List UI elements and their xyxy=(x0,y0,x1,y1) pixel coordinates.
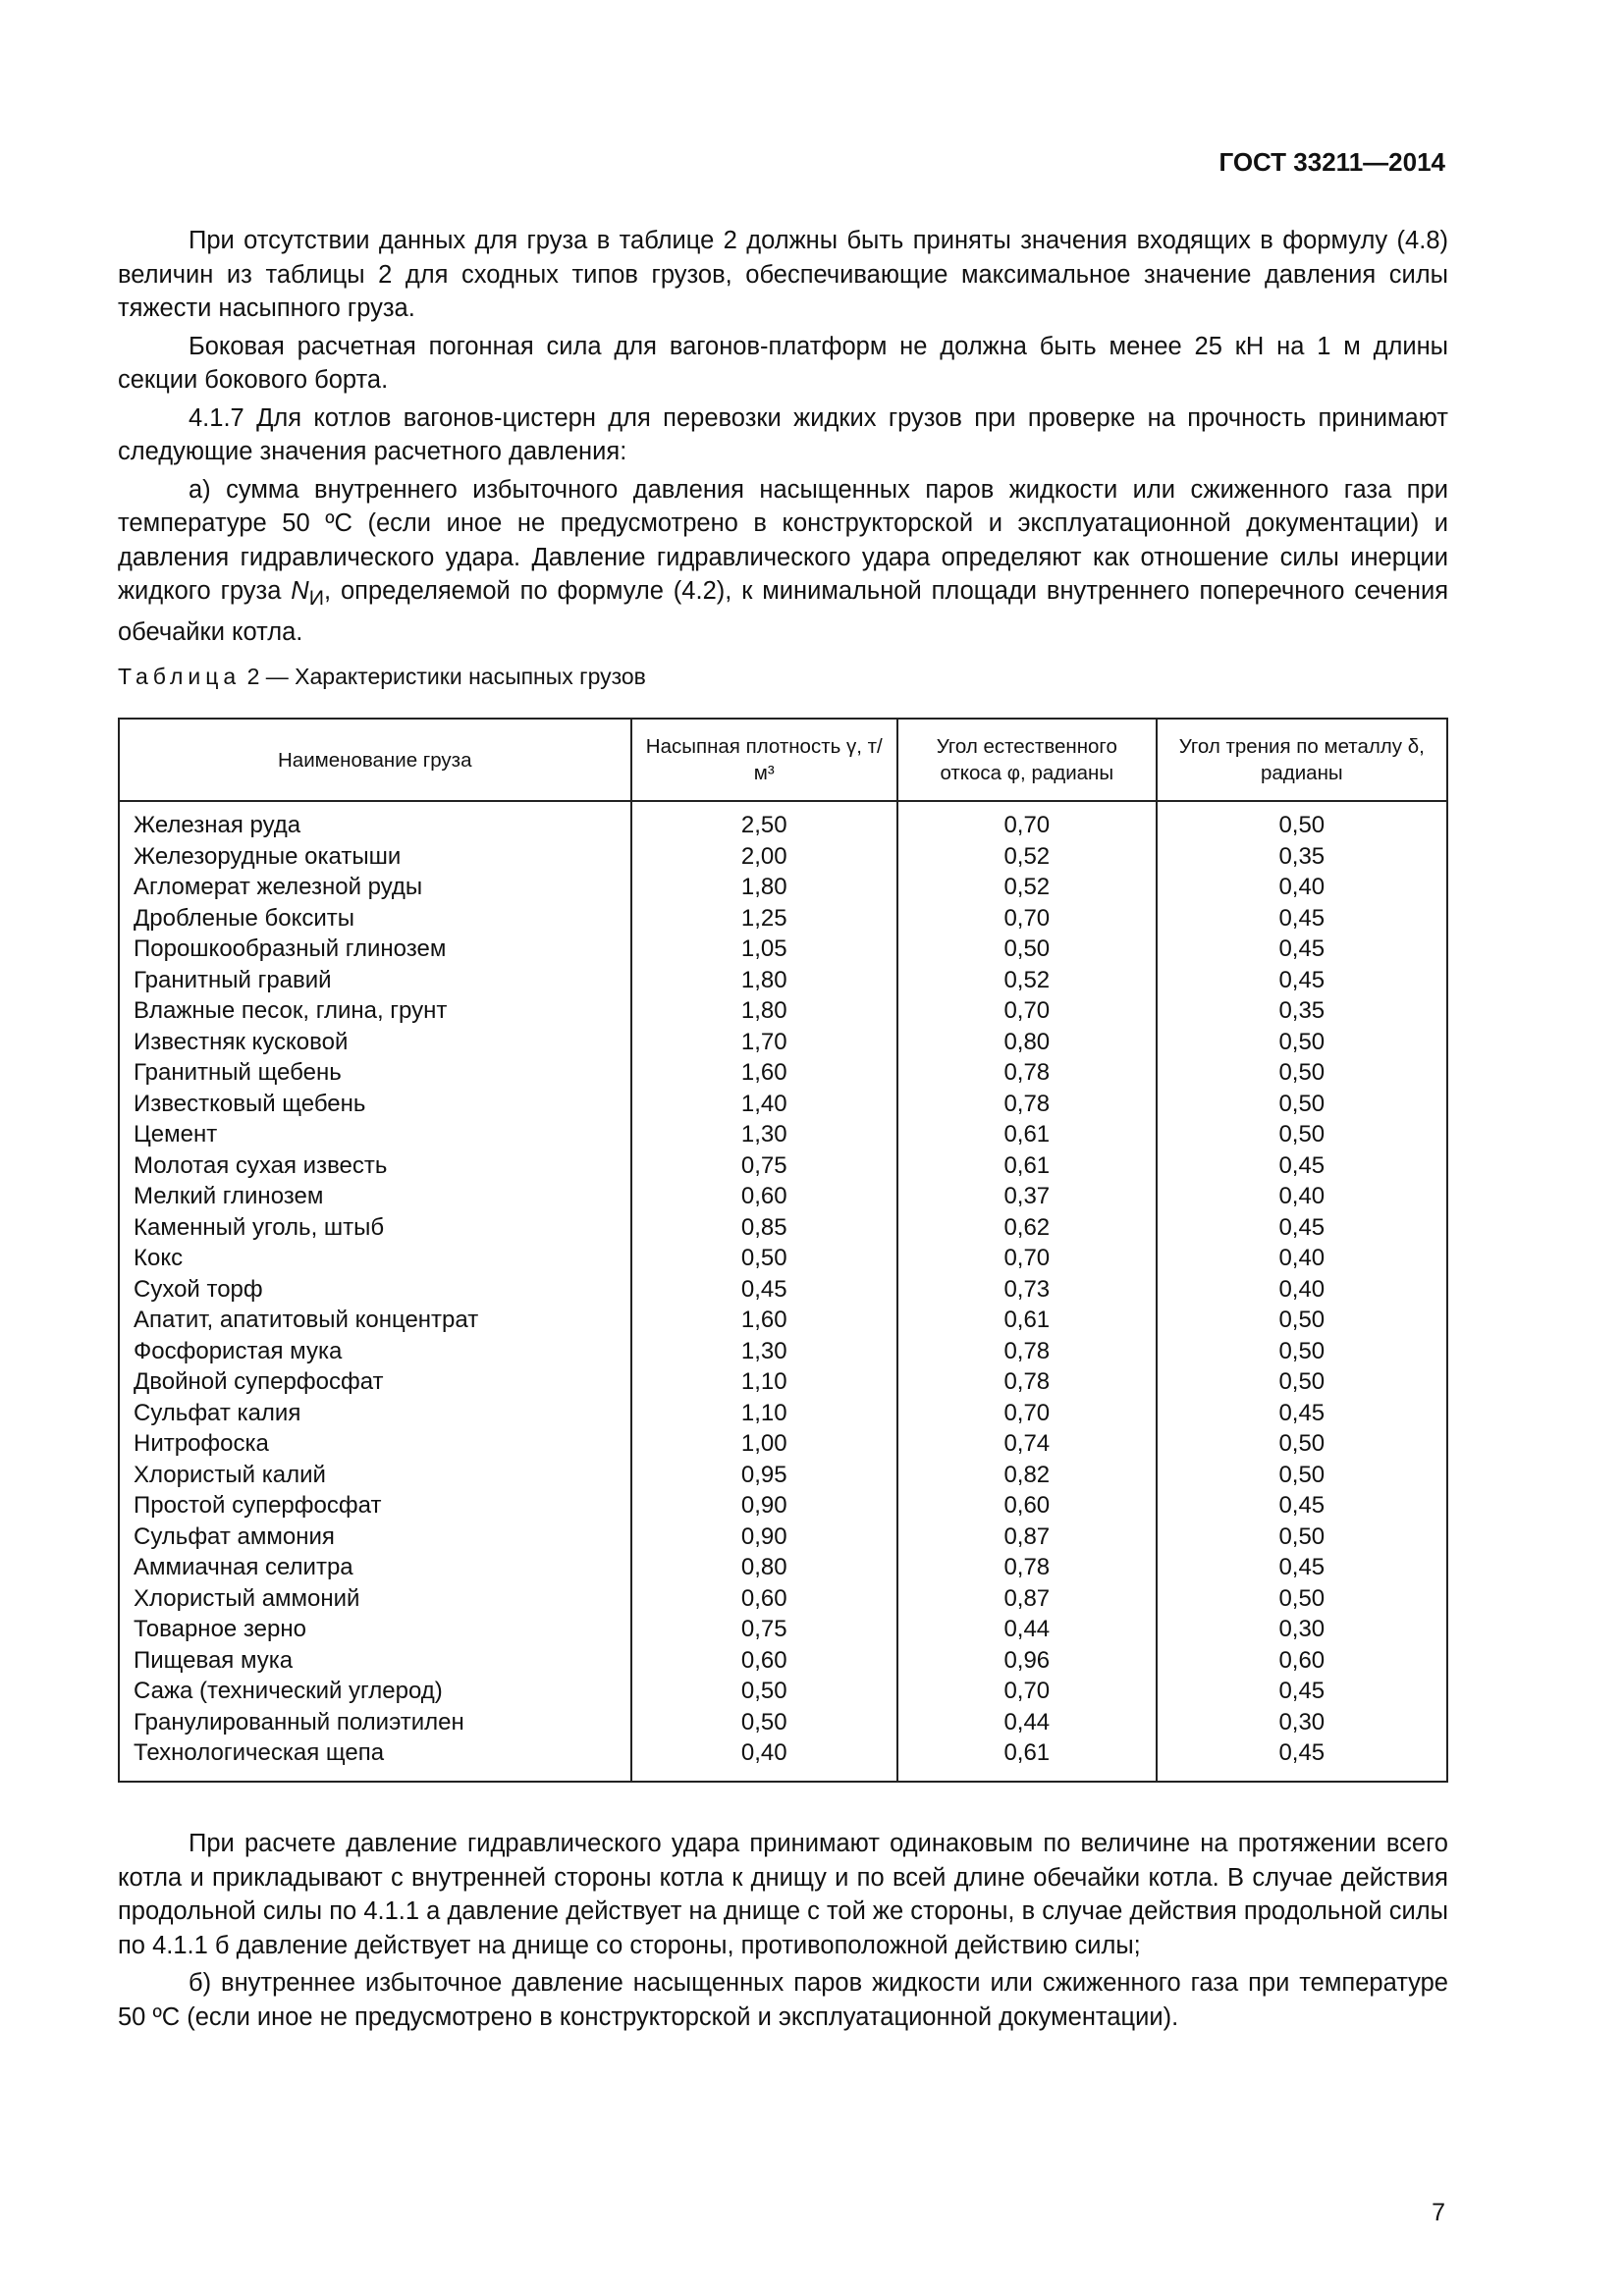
friction-angle-cell: 0,50 xyxy=(1157,1089,1447,1120)
table-row xyxy=(119,1305,1447,1336)
friction-angle-cell: 0,45 xyxy=(1157,1398,1447,1429)
density-cell: 1,30 xyxy=(631,1119,897,1150)
cargo-name-cell: Сульфат калия xyxy=(119,1398,631,1429)
density-cell: 0,75 xyxy=(631,1614,897,1645)
table-row xyxy=(119,965,1447,996)
repose-angle-cell: 0,73 xyxy=(897,1274,1157,1306)
column-header-name: Наименование груза xyxy=(119,719,631,801)
repose-angle-cell: 0,70 xyxy=(897,1398,1157,1429)
repose-angle-cell: 0,61 xyxy=(897,1119,1157,1150)
friction-angle-cell: 0,50 xyxy=(1157,1522,1447,1553)
table-row xyxy=(119,1181,1447,1212)
friction-angle-cell: 0,50 xyxy=(1157,1583,1447,1615)
paragraph-a xyxy=(118,473,1448,650)
table-row xyxy=(119,841,1447,873)
repose-angle-cell: 0,78 xyxy=(897,1366,1157,1398)
cargo-name-cell: Хлористый калий xyxy=(119,1460,631,1491)
density-cell: 0,75 xyxy=(631,1150,897,1182)
table-row xyxy=(119,1460,1447,1491)
table-caption-text: 2 — Характеристики насыпных грузов xyxy=(241,664,646,689)
repose-angle-cell: 0,50 xyxy=(897,934,1157,965)
friction-angle-cell: 0,35 xyxy=(1157,841,1447,873)
cargo-name-cell: Сульфат аммония xyxy=(119,1522,631,1553)
table-row xyxy=(119,1212,1447,1244)
table-row xyxy=(119,1428,1447,1460)
table-header-row xyxy=(119,719,1447,801)
cargo-name-cell: Фосфористая мука xyxy=(119,1336,631,1367)
density-cell: 0,90 xyxy=(631,1490,897,1522)
friction-angle-cell: 0,50 xyxy=(1157,1366,1447,1398)
density-cell: 1,10 xyxy=(631,1398,897,1429)
table-row xyxy=(119,1398,1447,1429)
repose-angle-cell: 0,80 xyxy=(897,1027,1157,1058)
repose-angle-cell: 0,70 xyxy=(897,903,1157,934)
paragraph: При расчете давление гидравлического удара принимают одинаковым по величине на протяжении всего котла и прикладывают с внутренней стороны котла к днищу и по всей длине обечайки котла. В случае действия продольной силы по 4.1.1 а давление действует на днище с той же стороны, в случае действия продольной силы по 4.1.1 б давление действует на днище со стороны, противоположной действию силы; xyxy=(118,1830,1448,1959)
table-row xyxy=(119,1583,1447,1615)
friction-angle-cell: 0,45 xyxy=(1157,1737,1447,1782)
table-row xyxy=(119,1366,1447,1398)
density-cell: 0,50 xyxy=(631,1243,897,1274)
friction-angle-cell: 0,50 xyxy=(1157,1119,1447,1150)
repose-angle-cell: 0,60 xyxy=(897,1490,1157,1522)
density-cell: 0,85 xyxy=(631,1212,897,1244)
cargo-name-cell: Технологическая щепа xyxy=(119,1737,631,1782)
table-row xyxy=(119,1490,1447,1522)
cargo-name-cell: Молотая сухая известь xyxy=(119,1150,631,1182)
friction-angle-cell: 0,45 xyxy=(1157,1212,1447,1244)
table-row xyxy=(119,995,1447,1027)
density-cell: 0,60 xyxy=(631,1181,897,1212)
table-row xyxy=(119,810,1447,841)
repose-angle-cell: 0,70 xyxy=(897,995,1157,1027)
table-row xyxy=(119,1676,1447,1707)
friction-angle-cell: 0,45 xyxy=(1157,1676,1447,1707)
table-row xyxy=(119,1089,1447,1120)
formula-symbol: N xyxy=(291,577,309,605)
density-cell: 2,00 xyxy=(631,841,897,873)
table-row xyxy=(119,1119,1447,1150)
friction-angle-cell: 0,45 xyxy=(1157,1552,1447,1583)
table-row xyxy=(119,1645,1447,1677)
top-text-block xyxy=(118,224,1448,653)
friction-angle-cell: 0,40 xyxy=(1157,872,1447,903)
repose-angle-cell: 0,78 xyxy=(897,1057,1157,1089)
repose-angle-cell: 0,78 xyxy=(897,1089,1157,1120)
formula-subscript: И xyxy=(308,586,324,611)
friction-angle-cell: 0,30 xyxy=(1157,1614,1447,1645)
repose-angle-cell: 0,70 xyxy=(897,1676,1157,1707)
friction-angle-cell: 0,60 xyxy=(1157,1645,1447,1677)
cargo-name-cell: Каменный уголь, штыб xyxy=(119,1212,631,1244)
paragraph: б) внутреннее избыточное давление насыщенных паров жидкости или сжиженного газа при температуре 50 ºС (если иное не предусмотрено в конструкторской и эксплуатационной документации). xyxy=(118,1969,1448,2031)
repose-angle-cell: 0,87 xyxy=(897,1583,1157,1615)
friction-angle-cell: 0,30 xyxy=(1157,1707,1447,1738)
friction-angle-cell: 0,50 xyxy=(1157,1027,1447,1058)
table-row xyxy=(119,1274,1447,1306)
table-row xyxy=(119,1552,1447,1583)
repose-angle-cell: 0,61 xyxy=(897,1150,1157,1182)
paragraph-a-text-end: , определяемой по формуле (4.2), к минимальной площади внутреннего поперечного сечения обечайки котла. xyxy=(118,577,1448,646)
repose-angle-cell: 0,96 xyxy=(897,1645,1157,1677)
bottom-text-block xyxy=(118,1827,1448,2038)
density-cell: 2,50 xyxy=(631,810,897,841)
cargo-name-cell: Простой суперфосфат xyxy=(119,1490,631,1522)
column-header-repose-angle: Угол естественного откоса φ, радианы xyxy=(897,719,1157,801)
density-cell: 1,25 xyxy=(631,903,897,934)
density-cell: 1,60 xyxy=(631,1305,897,1336)
cargo-name-cell: Известняк кусковой xyxy=(119,1027,631,1058)
table-caption-label: Таблица xyxy=(118,664,242,689)
column-header-friction-angle: Угол трения по металлу δ, радианы xyxy=(1157,719,1447,801)
friction-angle-cell: 0,35 xyxy=(1157,995,1447,1027)
repose-angle-cell: 0,52 xyxy=(897,841,1157,873)
table-row xyxy=(119,872,1447,903)
density-cell: 0,50 xyxy=(631,1676,897,1707)
density-cell: 0,45 xyxy=(631,1274,897,1306)
table-row xyxy=(119,1336,1447,1367)
cargo-name-cell: Нитрофоска xyxy=(119,1428,631,1460)
table-row xyxy=(119,1057,1447,1089)
repose-angle-cell: 0,52 xyxy=(897,872,1157,903)
document-header: ГОСТ 33211—2014 xyxy=(1218,147,1445,177)
cargo-name-cell: Гранитный щебень xyxy=(119,1057,631,1089)
friction-angle-cell: 0,50 xyxy=(1157,1057,1447,1089)
repose-angle-cell: 0,78 xyxy=(897,1336,1157,1367)
repose-angle-cell: 0,74 xyxy=(897,1428,1157,1460)
density-cell: 1,40 xyxy=(631,1089,897,1120)
friction-angle-cell: 0,50 xyxy=(1157,1305,1447,1336)
density-cell: 1,05 xyxy=(631,934,897,965)
cargo-name-cell: Агломерат железной руды xyxy=(119,872,631,903)
table-row xyxy=(119,1243,1447,1274)
repose-angle-cell: 0,70 xyxy=(897,1243,1157,1274)
repose-angle-cell: 0,87 xyxy=(897,1522,1157,1553)
density-cell: 1,00 xyxy=(631,1428,897,1460)
friction-angle-cell: 0,45 xyxy=(1157,903,1447,934)
table-row xyxy=(119,1737,1447,1782)
friction-angle-cell: 0,45 xyxy=(1157,965,1447,996)
cargo-name-cell: Гранитный гравий xyxy=(119,965,631,996)
cargo-name-cell: Апатит, апатитовый концентрат xyxy=(119,1305,631,1336)
repose-angle-cell: 0,44 xyxy=(897,1614,1157,1645)
friction-angle-cell: 0,50 xyxy=(1157,810,1447,841)
cargo-name-cell: Порошкообразный глинозем xyxy=(119,934,631,965)
cargo-name-cell: Товарное зерно xyxy=(119,1614,631,1645)
density-cell: 1,30 xyxy=(631,1336,897,1367)
cargo-name-cell: Сажа (технический углерод) xyxy=(119,1676,631,1707)
friction-angle-cell: 0,40 xyxy=(1157,1181,1447,1212)
page-number: 7 xyxy=(1432,2199,1445,2226)
density-cell: 0,95 xyxy=(631,1460,897,1491)
density-cell: 0,50 xyxy=(631,1707,897,1738)
density-cell: 1,60 xyxy=(631,1057,897,1089)
repose-angle-cell: 0,37 xyxy=(897,1181,1157,1212)
density-cell: 0,40 xyxy=(631,1737,897,1782)
table-spacer-row xyxy=(119,801,1447,810)
repose-angle-cell: 0,52 xyxy=(897,965,1157,996)
friction-angle-cell: 0,50 xyxy=(1157,1336,1447,1367)
friction-angle-cell: 0,45 xyxy=(1157,934,1447,965)
repose-angle-cell: 0,82 xyxy=(897,1460,1157,1491)
cargo-name-cell: Железорудные окатыши xyxy=(119,841,631,873)
density-cell: 1,80 xyxy=(631,872,897,903)
table-row xyxy=(119,934,1447,965)
table-row xyxy=(119,1614,1447,1645)
table-body xyxy=(119,801,1447,1782)
repose-angle-cell: 0,61 xyxy=(897,1737,1157,1782)
friction-angle-cell: 0,50 xyxy=(1157,1460,1447,1491)
friction-angle-cell: 0,50 xyxy=(1157,1428,1447,1460)
cargo-name-cell: Дробленые бокситы xyxy=(119,903,631,934)
table-row xyxy=(119,1027,1447,1058)
density-cell: 1,10 xyxy=(631,1366,897,1398)
table-caption xyxy=(118,664,646,690)
table-row xyxy=(119,1707,1447,1738)
cargo-name-cell: Цемент xyxy=(119,1119,631,1150)
cargo-name-cell: Известковый щебень xyxy=(119,1089,631,1120)
paragraph: Боковая расчетная погонная сила для вагонов-платформ не должна быть менее 25 кН на 1 м длины секции бокового борта. xyxy=(118,332,1448,394)
cargo-name-cell: Двойной суперфосфат xyxy=(119,1366,631,1398)
friction-angle-cell: 0,45 xyxy=(1157,1490,1447,1522)
cargo-name-cell: Гранулированный полиэтилен xyxy=(119,1707,631,1738)
friction-angle-cell: 0,40 xyxy=(1157,1274,1447,1306)
cargo-name-cell: Пищевая мука xyxy=(119,1645,631,1677)
cargo-name-cell: Влажные песок, глина, грунт xyxy=(119,995,631,1027)
density-cell: 0,60 xyxy=(631,1645,897,1677)
density-cell: 1,80 xyxy=(631,965,897,996)
table-row xyxy=(119,903,1447,934)
cargo-name-cell: Аммиачная селитра xyxy=(119,1552,631,1583)
cargo-name-cell: Железная руда xyxy=(119,810,631,841)
column-header-density: Насыпная плотность γ, т/м³ xyxy=(631,719,897,801)
density-cell: 1,80 xyxy=(631,995,897,1027)
repose-angle-cell: 0,44 xyxy=(897,1707,1157,1738)
cargo-name-cell: Хлористый аммоний xyxy=(119,1583,631,1615)
repose-angle-cell: 0,61 xyxy=(897,1305,1157,1336)
friction-angle-cell: 0,40 xyxy=(1157,1243,1447,1274)
paragraph: 4.1.7 Для котлов вагонов-цистерн для перевозки жидких грузов при проверке на прочность принимают следующие значения расчетного давления: xyxy=(118,403,1448,465)
table-row xyxy=(119,1150,1447,1182)
cargo-characteristics-table xyxy=(118,718,1448,1783)
repose-angle-cell: 0,62 xyxy=(897,1212,1157,1244)
density-cell: 0,90 xyxy=(631,1522,897,1553)
density-cell: 0,80 xyxy=(631,1552,897,1583)
table-row xyxy=(119,1522,1447,1553)
paragraph-a-text: а) сумма внутреннего избыточного давления насыщенных паров жидкости или сжиженного газа при температуре 50 ºС (если иное не предусмотрено в конструкторской и эксплуатационной документации) и давления гидравлического удара. Давление гидравлического удара определяют как отношение силы инерции жидкого груза xyxy=(118,475,1448,605)
cargo-name-cell: Сухой торф xyxy=(119,1274,631,1306)
density-cell: 0,60 xyxy=(631,1583,897,1615)
repose-angle-cell: 0,70 xyxy=(897,810,1157,841)
cargo-name-cell: Кокс xyxy=(119,1243,631,1274)
paragraph: При отсутствии данных для груза в таблице 2 должны быть приняты значения входящих в формулу (4.8) величин из таблицы 2 для сходных типов грузов, обеспечивающие максимальное значение давления силы тяжести насыпного груза. xyxy=(118,227,1448,322)
repose-angle-cell: 0,78 xyxy=(897,1552,1157,1583)
cargo-name-cell: Мелкий глинозем xyxy=(119,1181,631,1212)
density-cell: 1,70 xyxy=(631,1027,897,1058)
friction-angle-cell: 0,45 xyxy=(1157,1150,1447,1182)
